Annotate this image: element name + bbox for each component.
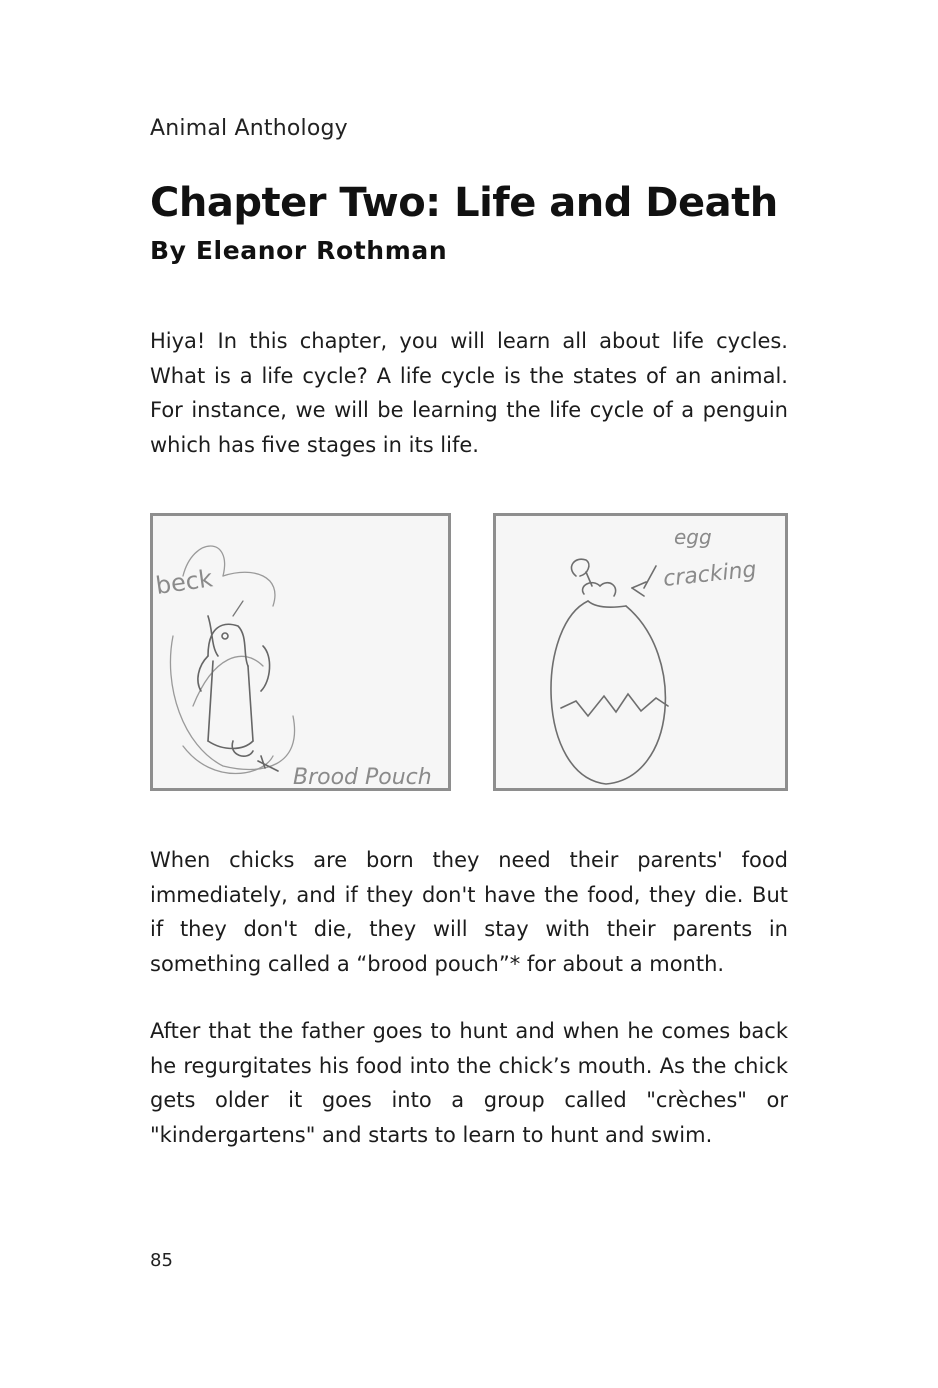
chapter-title: Chapter Two: Life and Death [150,180,778,226]
drawing-label-brood-pouch: Brood Pouch [293,765,432,788]
figure-egg-cracking [493,513,788,791]
figure-penguin-brood-pouch [150,513,451,791]
drawing-label-beck: beck [153,564,215,600]
running-header: Animal Anthology [150,116,348,141]
paragraph-father-hunts: After that the father goes to hunt and when he comes back he regurgitates his food into the chick’s mouth. As the chick gets older it goes into a group called "crèches" or "kindergartens" and starts to learn to hunt and swim. [150,1019,788,1147]
egg-drawing [496,516,785,788]
drawing-label-cracking: cracking [662,557,758,592]
drawing-label-egg: egg [674,525,712,549]
paragraph-intro: Hiya! In this chapter, you will learn all about life cycles. What is a life cycle? A life cycle is the states of an animal. For instance, we will be learning the life cycle of a penguin which has five stages in its life. [150,329,788,457]
page-number: 85 [150,1250,173,1271]
paragraph-chicks-born: When chicks are born they need their parents' food immediately, and if they don't have the food, they die. But if they don't die, they will stay with their parents in something called a “brood pouch”* for about a month. [150,848,788,976]
byline: By Eleanor Rothman [150,236,448,265]
penguin-drawing [153,516,448,788]
